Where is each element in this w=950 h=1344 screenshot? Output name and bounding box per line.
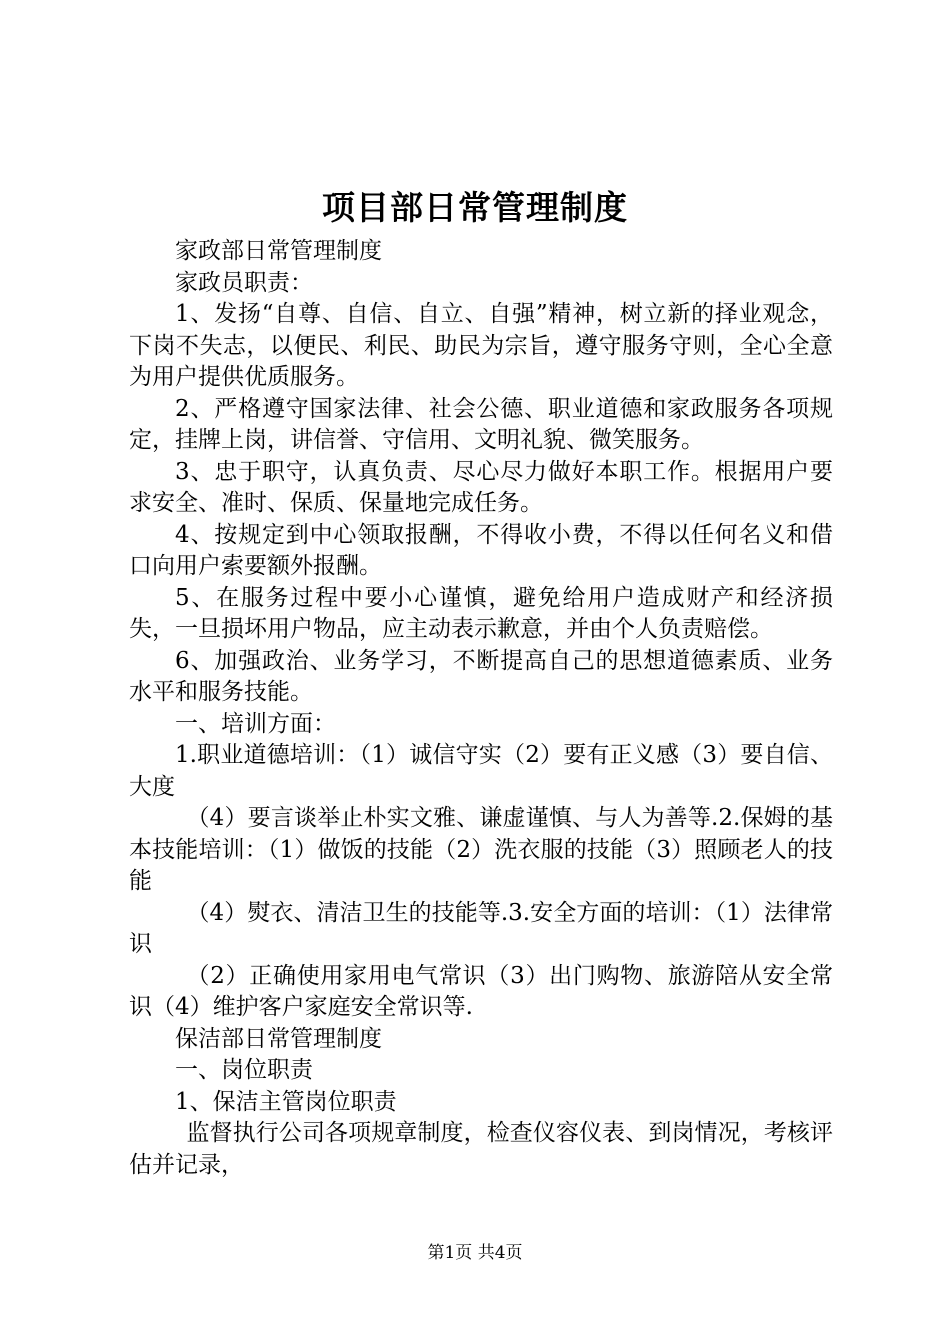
paragraph: 3、忠于职守，认真负责、尽心尽力做好本职工作。根据用户要求安全、准时、保质、保量地完成任务。	[129, 458, 833, 516]
paragraph: 1.职业道德培训：（1）诚信守实（2）要有正义感（3）要自信、大度	[129, 742, 833, 800]
paragraph: 家政员职责：	[175, 269, 313, 296]
paragraph: 一、岗位职责	[175, 1057, 313, 1083]
paragraph: 家政部日常管理制度	[175, 238, 382, 264]
paragraph: 保洁部日常管理制度	[175, 1025, 382, 1052]
document-title: 项目部日常管理制度	[322, 188, 628, 227]
paragraph: （2）正确使用家用电气常识（3）出门购物、旅游陪从安全常识（4）维护客户家庭安全常识等.	[129, 962, 833, 1020]
paragraph: 1、保洁主管岗位职责	[175, 1088, 397, 1115]
paragraph: 一、培训方面：	[175, 710, 336, 737]
paragraph: 4、按规定到中心领取报酬，不得收小费，不得以任何名义和借口向用户索要额外报酬。	[129, 521, 833, 579]
paragraph: 监督执行公司各项规章制度，检查仪容仪表、到岗情况，考核评估并记录，	[129, 1120, 833, 1178]
page-footer: 第1页 共4页	[427, 1243, 523, 1263]
paragraph: （4）熨衣、清洁卫生的技能等.3.安全方面的培训：（1）法律常识	[129, 899, 833, 957]
paragraph: （4）要言谈举止朴实文雅、谦虚谨慎、与人为善等.2.保姆的基本技能培训：（1）做饭的技能（2）洗衣服的技能（3）照顾老人的技能	[129, 805, 833, 894]
paragraph: 6、加强政治、业务学习，不断提高自己的思想道德素质、业务水平和服务技能。	[129, 647, 833, 705]
paragraph: 2、严格遵守国家法律、社会公德、职业道德和家政服务各项规定，挂牌上岗，讲信誉、守信用、文明礼貌、微笑服务。	[129, 395, 833, 453]
paragraph: 5、在服务过程中要小心谨慎，避免给用户造成财产和经济损失，一旦损坏用户物品，应主动表示歉意，并由个人负责赔偿。	[129, 584, 833, 642]
paragraph: 1、发扬“自尊、自信、自立、自强”精神，树立新的择业观念，下岗不失志，以便民、利民、助民为宗旨，遵守服务守则，全心全意为用户提供优质服务。	[129, 301, 833, 390]
document-body	[129, 236, 833, 1181]
